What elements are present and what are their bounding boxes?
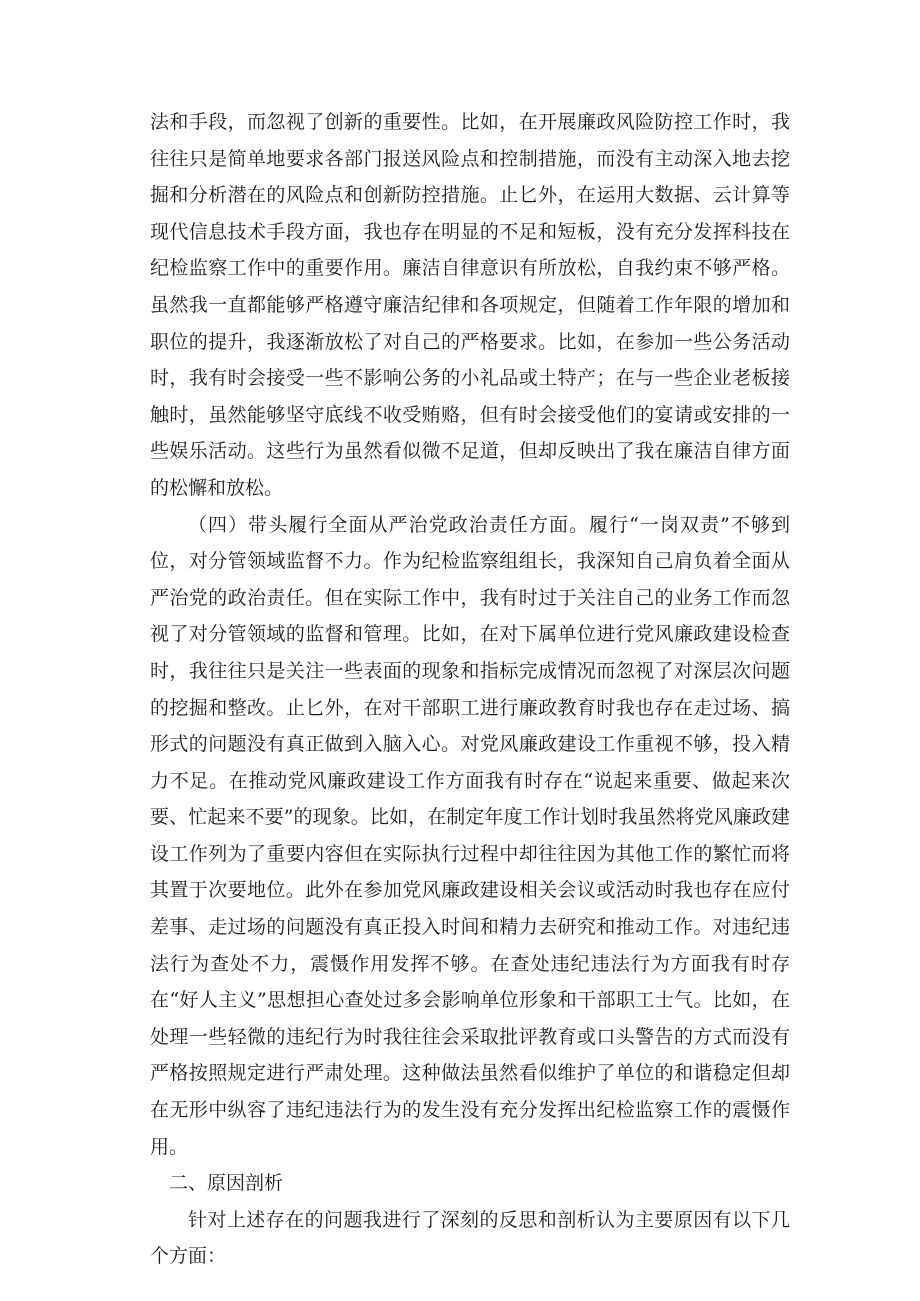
closing-paragraph: 针对上述存在的问题我进行了深刻的反思和剖析认为主要原因有以下几个方面： (150, 1208, 790, 1268)
body-paragraph-2: （四）带头履行全面从严治党政治责任方面。履行“一岗双责”不够到位，对分管领域监督不力。作为纪检监察组组长，我深知自己肩负着全面从严治党的政治责任。但在实际工作中，我有时过于关注自己的业务工作而忽视了对分管领域的监督和管理。比如，在对下属单位进行党风廉政建设检查时，我往往只是关注一些表面的现象和指标完成情况而忽视了对深层次问题的挖掘和整改。止匕外，在对干部职工进行廉政教育时我也存在走过场、搞形式的问题没有真正做到入脑入心。对党风廉政建设工作重视不够，投入精力不足。在推动党风廉政建设工作方面我有时存在“说起来重要、做起来次要、忙起来不要”的现象。比如，在制定年度工作计划时我虽然将党风廉政建设工作列为了重要内容但在实际执行过程中却往往因为其他工作的繁忙而将其置于次要地位。此外在参加党风廉政建设相关会议或活动时我也存在应付差事、走过场的问题没有真正投入时间和精力去研究和推动工作。对违纪违法行为查处不力，震慑作用发挥不够。在查处违纪违法行为方面我有时存在“好人主义”思想担心查处过多会影响单位形象和干部职工士气。比如，在处理一些轻微的违纪行为时我往往会采取批评教育或口头警告的方式而没有严格按照规定进行严肃处理。这种做法虽然看似维护了单位的和谐稳定但却在无形中纵容了违纪违法行为的发生没有充分发挥出纪检监察工作的震慑作用。 (150, 513, 790, 1158)
body-paragraph-1: 法和手段，而忽视了创新的重要性。比如，在开展廉政风险防控工作时，我往往只是简单地要求各部门报送风险点和控制措施，而没有主动深入地去挖掘和分析潜在的风险点和创新防控措施。止匕外，在运用大数据、云计算等现代信息技术手段方面，我也存在明显的不足和短板，没有充分发挥科技在纪检监察工作中的重要作用。廉洁自律意识有所放松，自我约束不够严格。虽然我一直都能够严格遵守廉洁纪律和各项规定，但随着工作年限的增加和职位的提升，我逐渐放松了对自己的严格要求。比如，在参加一些公务活动时，我有时会接受一些不影响公务的小礼品或土特产；在与一些企业老板接触时，虽然能够坚守底线不收受贿赂，但有时会接受他们的宴请或安排的一些娱乐活动。这些行为虽然看似微不足道，但却反映出了我在廉洁自律方面的松懈和放松。 (150, 111, 790, 499)
section-heading: 二、原因剖析 (169, 1172, 284, 1195)
